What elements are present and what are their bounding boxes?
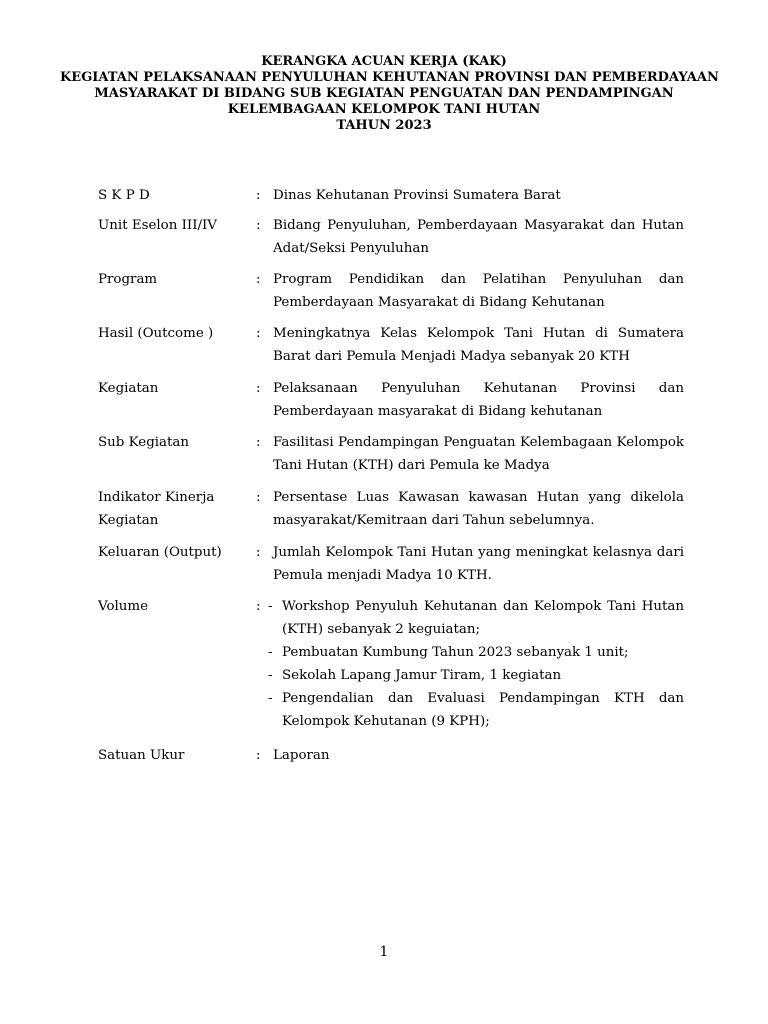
volume-list — [268, 595, 684, 733]
colon: : — [256, 545, 261, 560]
volume-item-text: Pengendalian dan Evaluasi Pendampingan KTH dan Kelompok Kehutanan (9 KPH); — [282, 691, 684, 729]
colon: : — [256, 381, 261, 396]
row-label: Program — [98, 272, 158, 287]
volume-item — [268, 664, 684, 687]
document-title — [60, 54, 719, 134]
colon: : — [256, 599, 261, 614]
row-label: Unit Eselon III/IV — [98, 218, 217, 233]
colon: : — [256, 272, 261, 287]
row-label: Satuan Ukur — [98, 748, 185, 763]
dash-bullet: - — [268, 645, 273, 660]
row-value: Program Pendidikan dan Pelatihan Penyuluhan dan Pemberdayaan Masyarakat di Bidang Kehutanan — [273, 272, 684, 310]
row-value: Pelaksanaan Penyuluhan Kehutanan Provinsi dan Pemberdayaan masyarakat di Bidang kehutanan — [273, 381, 684, 419]
row-value: Meningkatnya Kelas Kelompok Tani Hutan di Sumatera Barat dari Pemula Menjadi Madya sebanyak 20 KTH — [273, 326, 684, 364]
row-value: Persentase Luas Kawasan kawasan Hutan yang dikelola masyarakat/Kemitraan dari Tahun sebelumnya. — [273, 490, 684, 528]
colon: : — [256, 748, 261, 763]
title-line: KELEMBAGAAN KELOMPOK TANI HUTAN — [227, 102, 541, 117]
row-label: Indikator Kinerja Kegiatan — [98, 490, 215, 528]
colon: : — [256, 188, 261, 203]
row-label: S K P D — [98, 188, 150, 203]
volume-item-text: Pembuatan Kumbung Tahun 2023 sebanyak 1 unit; — [282, 645, 629, 660]
title-line: MASYARAKAT DI BIDANG SUB KEGIATAN PENGUATAN DAN PENDAMPINGAN — [94, 86, 674, 101]
row-value: Laporan — [273, 748, 330, 763]
title-line: KEGIATAN PELAKSANAAN PENYULUHAN KEHUTANAN PROVINSI DAN PEMBERDAYAAN — [60, 70, 719, 85]
volume-item-text: Workshop Penyuluh Kehutanan dan Kelompok Tani Hutan (KTH) sebanyak 2 keguiatan; — [282, 599, 684, 637]
row-label: Hasil (Outcome ) — [98, 326, 214, 341]
colon: : — [256, 326, 261, 341]
colon: : — [256, 435, 261, 450]
volume-item — [268, 641, 684, 664]
row-value: Bidang Penyuluhan, Pemberdayaan Masyarakat dan Hutan Adat/Seksi Penyuluhan — [273, 218, 684, 256]
row-label: Kegiatan — [98, 381, 159, 396]
volume-item — [268, 595, 684, 641]
title-line: TAHUN 2023 — [336, 118, 432, 133]
row-value: Fasilitasi Pendampingan Penguatan Kelembagaan Kelompok Tani Hutan (KTH) dari Pemula ke Madya — [273, 435, 684, 473]
title-line: KERANGKA ACUAN KERJA (KAK) — [261, 54, 507, 69]
row-label: Sub Kegiatan — [98, 435, 190, 450]
row-label: Volume — [98, 599, 149, 614]
dash-bullet: - — [268, 691, 273, 706]
row-value: Dinas Kehutanan Provinsi Sumatera Barat — [273, 188, 561, 203]
dash-bullet: - — [268, 599, 273, 614]
volume-item-text: Sekolah Lapang Jamur Tiram, 1 kegiatan — [282, 668, 562, 683]
row-label: Keluaran (Output) — [98, 545, 222, 560]
colon: : — [256, 218, 261, 233]
colon: : — [256, 490, 261, 505]
page-number: 1 — [379, 944, 389, 960]
volume-item — [268, 687, 684, 733]
row-value: Jumlah Kelompok Tani Hutan yang meningkat kelasnya dari Pemula menjadi Madya 10 KTH. — [273, 545, 684, 583]
dash-bullet: - — [268, 668, 273, 683]
